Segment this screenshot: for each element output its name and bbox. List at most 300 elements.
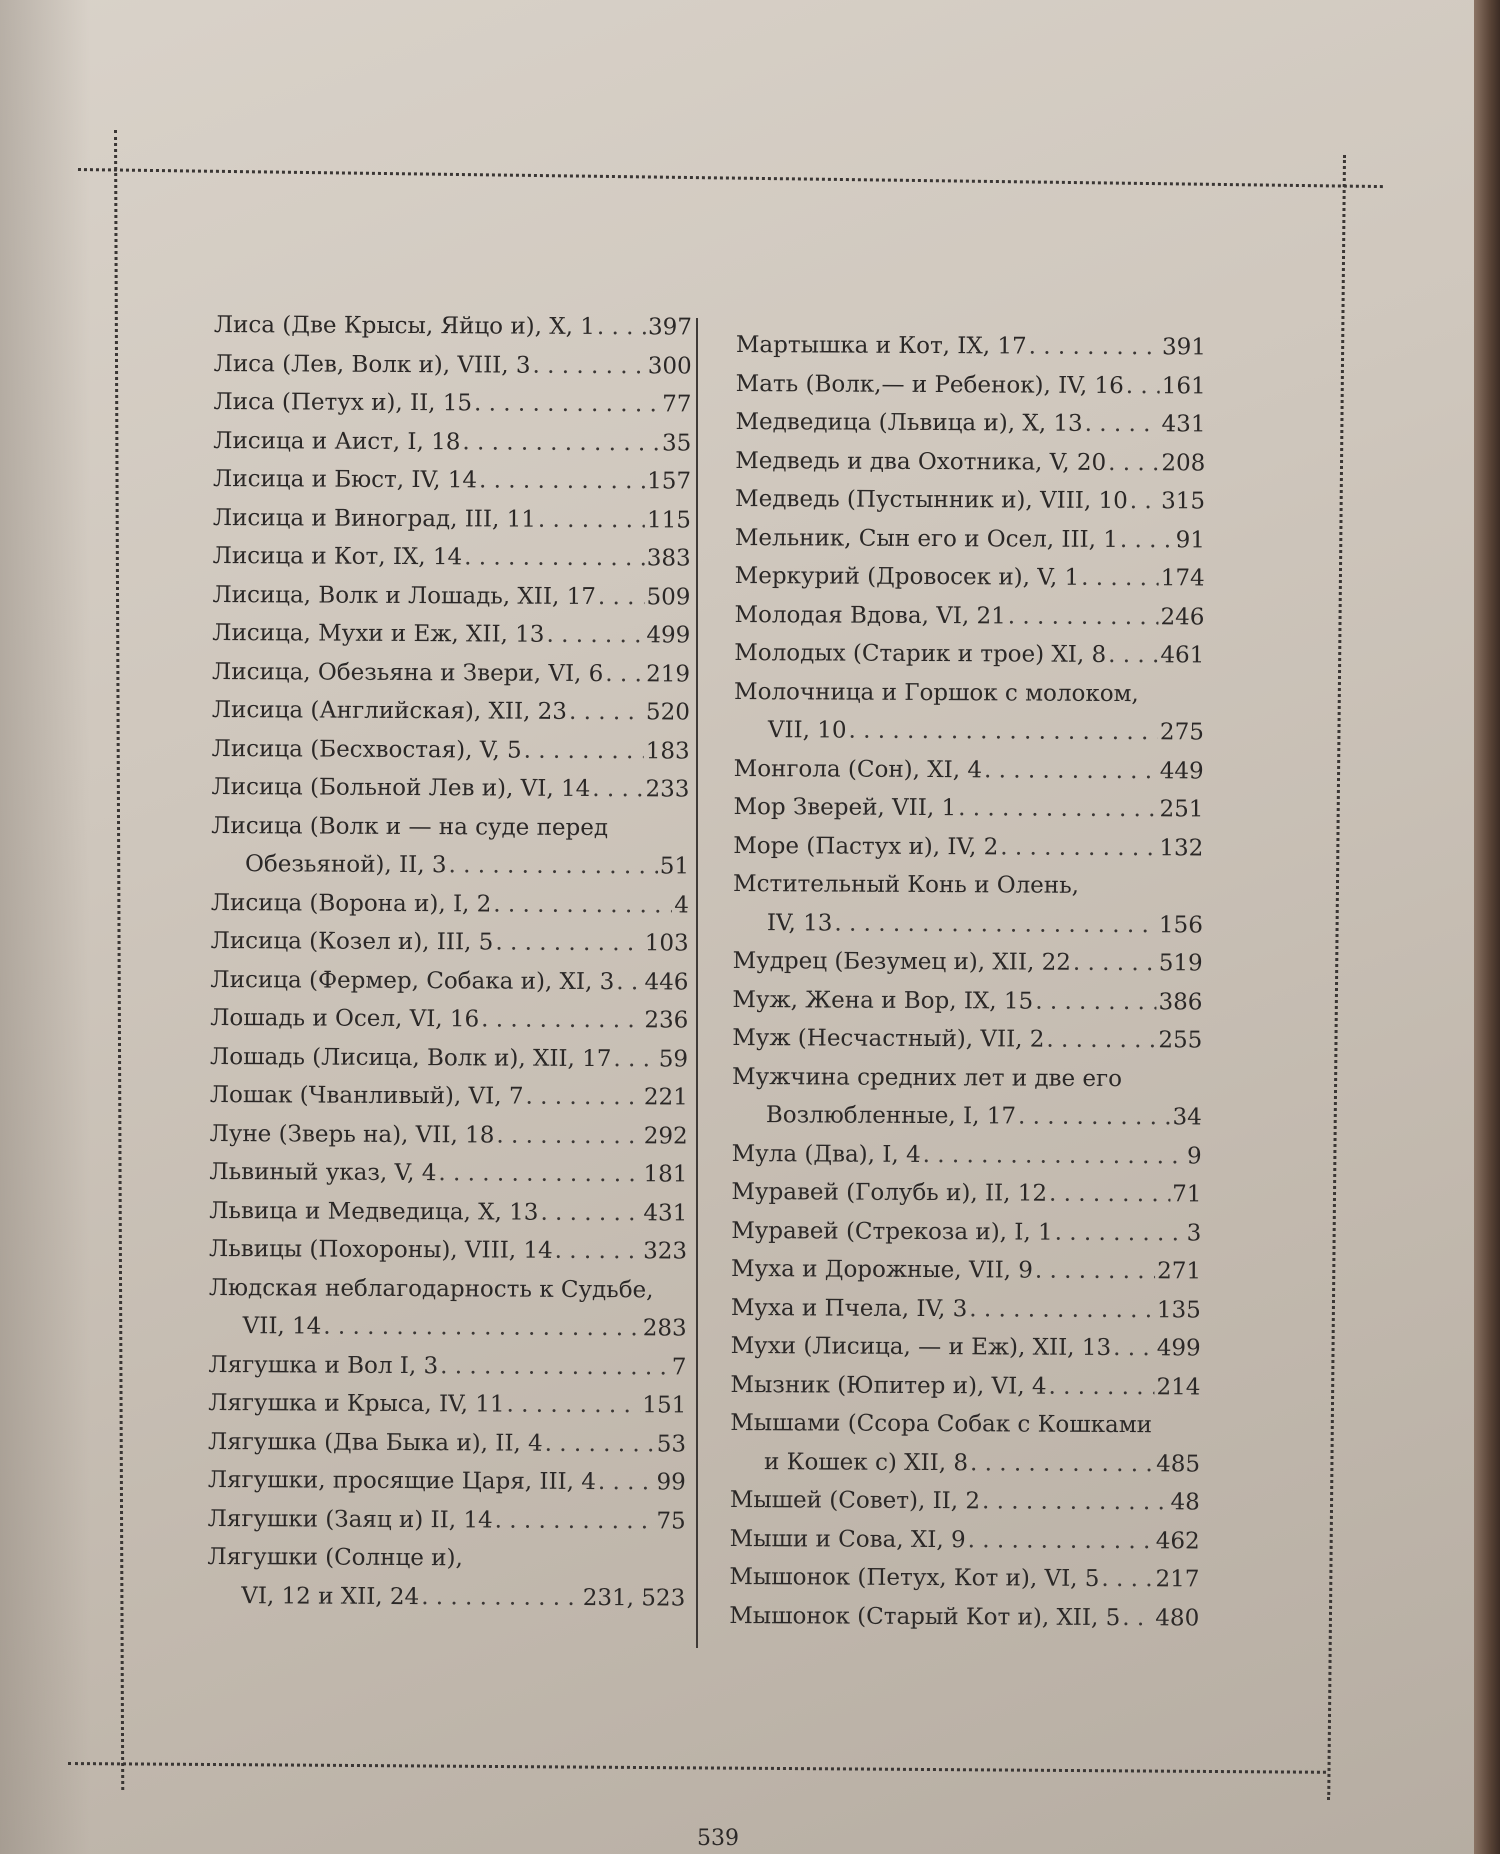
index-entry-line: [208, 1384, 686, 1425]
index-term: Лисица, Мухи и Еж, XII, 13: [212, 619, 545, 648]
index-entry: [731, 1250, 1201, 1291]
index-page-ref: 251: [1159, 796, 1204, 823]
index-term: Лисица (Ворона и), I, 2: [210, 889, 492, 917]
index-entry: [731, 1288, 1201, 1329]
index-entry: [214, 306, 692, 347]
dot-leader: [598, 578, 645, 617]
index-entry: [735, 557, 1205, 598]
dot-leader: [1048, 1367, 1154, 1406]
dot-leader: [982, 1482, 1169, 1521]
dot-leader: [462, 423, 660, 463]
index-page-ref: 246: [1160, 603, 1205, 630]
index-entry: [735, 403, 1205, 444]
index-page-ref: 461: [1160, 642, 1205, 669]
index-term: Медведь (Пустынник и), VIII, 10: [735, 485, 1128, 515]
index-entry-line: [735, 480, 1205, 521]
index-term: Мышонок (Старый Кот и), XII, 5: [729, 1602, 1121, 1631]
index-column-right: [729, 326, 1206, 1637]
index-page-ref: 7: [671, 1353, 687, 1380]
index-entry: [209, 1153, 687, 1194]
index-term: Муж (Несчастный), VII, 2: [732, 1024, 1045, 1053]
dot-leader: [464, 538, 645, 577]
dot-leader: [969, 1290, 1155, 1329]
index-page-ref: 221: [643, 1084, 688, 1111]
index-entry: [207, 1538, 685, 1618]
index-entry-line: [734, 634, 1204, 675]
index-page-ref: 156: [1158, 911, 1203, 938]
index-entry: [732, 1134, 1202, 1175]
dot-leader: [616, 963, 642, 1002]
index-term: Мышонок (Петух, Кот и), VI, 5: [729, 1563, 1100, 1592]
dot-leader: [1126, 367, 1160, 406]
index-entry-line: [213, 421, 691, 462]
index-page-ref: 135: [1156, 1296, 1201, 1323]
index-term: VII, 10: [767, 717, 847, 744]
index-term: Муравей (Стрекоза и), I, 1: [731, 1217, 1053, 1246]
index-entry-line: [208, 1422, 686, 1463]
index-entry: [734, 749, 1204, 790]
index-entry-line: [211, 922, 689, 963]
index-entry: [734, 672, 1204, 751]
index-page-ref: 480: [1155, 1604, 1200, 1631]
index-term: Меркурий (Дровосек и), V, 1: [734, 562, 1080, 591]
index-entry-line: [212, 575, 690, 616]
index-page-ref: 214: [1156, 1373, 1201, 1400]
index-entry-line: [211, 768, 689, 809]
index-entry-line: [209, 1230, 687, 1271]
frame-border-top: [78, 168, 1383, 193]
frame-border-right: [1327, 155, 1351, 1800]
dot-leader: [1081, 559, 1159, 598]
index-page-ref: 499: [646, 622, 691, 649]
index-entry: [208, 1384, 686, 1425]
index-entry-line: [734, 595, 1204, 636]
index-page-ref: 115: [646, 506, 691, 533]
dot-leader: [506, 1386, 640, 1425]
index-entry-line: [733, 826, 1203, 867]
index-page-ref: 157: [647, 468, 692, 495]
index-term: Муха и Дорожные, VII, 9: [730, 1255, 1034, 1284]
index-entry-line: [212, 652, 690, 693]
dot-leader: [1073, 944, 1157, 983]
index-page-ref: 48: [1170, 1489, 1200, 1516]
index-entry-line: [213, 383, 691, 424]
index-term: Львицы (Похороны), VIII, 14: [208, 1235, 553, 1264]
index-entry-line: [207, 1576, 685, 1617]
index-term: Молодых (Старик и трое) XI, 8: [734, 639, 1107, 668]
index-term: Мудрец (Безумец и), XII, 22: [732, 947, 1071, 976]
index-entry: [208, 1461, 686, 1502]
index-entry-line: [730, 1404, 1200, 1445]
index-term: Медведица (Львица и), X, 13: [735, 408, 1083, 437]
index-entry: [210, 1037, 688, 1078]
index-page-ref: 315: [1161, 488, 1206, 515]
index-entry: [729, 1558, 1199, 1599]
dot-leader: [1035, 982, 1157, 1021]
index-page-ref: 161: [1161, 372, 1206, 399]
index-term: Лисица и Виноград, III, 11: [212, 504, 536, 533]
index-page-ref: 35: [661, 429, 692, 457]
index-term: Молочница и Горшок с молоком,: [734, 678, 1139, 707]
dot-leader: [525, 1078, 642, 1117]
dot-leader: [1018, 1097, 1171, 1136]
dot-leader: [569, 693, 644, 732]
index-term: Мстительный Конь и Олень,: [733, 870, 1080, 899]
index-term: Лисица и Кот, IX, 14: [212, 542, 463, 571]
dot-leader: [440, 1347, 670, 1387]
dot-leader: [323, 1308, 641, 1348]
index-entry: [732, 980, 1202, 1021]
dot-leader: [968, 1521, 1154, 1560]
index-entry-line: [209, 1307, 687, 1348]
dot-leader: [970, 1444, 1154, 1483]
index-page-ref: 386: [1158, 988, 1203, 1015]
dot-leader: [532, 346, 645, 385]
dot-leader: [1008, 597, 1159, 636]
index-page-ref: 462: [1155, 1527, 1200, 1554]
column-divider: [696, 318, 698, 1648]
index-entry: [211, 806, 689, 886]
index-entry-line: [734, 672, 1204, 713]
dot-leader: [546, 616, 644, 655]
index-term: Мызник (Юпитер и), VI, 4: [730, 1371, 1047, 1400]
index-entry-line: [732, 1096, 1202, 1137]
index-page-ref: 397: [647, 314, 692, 341]
index-page-ref: 99: [656, 1469, 686, 1496]
index-entry: [212, 614, 690, 655]
index-entry: [733, 865, 1203, 944]
index-entry-line: [212, 614, 690, 655]
index-term: Лисица (Фермер, Собака и), XI, 3: [210, 966, 615, 995]
index-page-ref: 219: [646, 660, 691, 687]
index-page-ref: 3: [1186, 1219, 1202, 1246]
index-entry-line: [208, 1461, 686, 1502]
index-entry-line: [210, 1076, 688, 1117]
dot-leader: [1101, 1560, 1153, 1599]
index-entry: [733, 942, 1203, 983]
index-entry-line: [213, 498, 691, 539]
dot-leader: [1035, 1252, 1155, 1291]
dot-leader: [1000, 828, 1157, 867]
index-entry-line: [213, 537, 691, 578]
index-entry: [210, 1076, 688, 1117]
index-entry: [733, 826, 1203, 867]
index-entry: [730, 1481, 1200, 1522]
dot-leader: [592, 770, 643, 809]
index-entry-line: [733, 788, 1203, 829]
index-entry: [209, 1230, 687, 1271]
index-term: Лягушка и Вол I, 3: [208, 1351, 439, 1379]
index-entry-line: [731, 1250, 1201, 1291]
index-term: Лошадь (Лисица, Волк и), XII, 17: [210, 1043, 612, 1072]
index-page-ref: 519: [1158, 950, 1203, 977]
index-page-ref: 181: [643, 1161, 688, 1188]
index-term: Мышами (Ссора Собак с Кошками: [730, 1409, 1153, 1439]
index-entry: [212, 729, 690, 770]
index-entry-line: [734, 711, 1204, 752]
index-term: IV, 13: [766, 909, 833, 937]
index-page-ref: 283: [642, 1315, 687, 1342]
index-entry: [212, 691, 690, 732]
index-page-ref: 449: [1159, 757, 1204, 784]
index-page-ref: 275: [1159, 719, 1204, 746]
index-term: Лошадь и Осел, VI, 16: [210, 1004, 480, 1033]
dot-leader: [481, 1000, 642, 1039]
index-page-ref: 323: [643, 1238, 688, 1265]
index-page-ref: 4: [674, 891, 689, 918]
index-entry: [730, 1519, 1200, 1560]
index-entry: [734, 595, 1204, 636]
index-entry-line: [209, 1153, 687, 1194]
dot-leader: [1108, 443, 1159, 482]
index-entry-line: [209, 1268, 687, 1309]
index-term: Лягушки, просящие Царя, III, 4: [207, 1466, 596, 1496]
index-entry: [213, 537, 691, 578]
index-entry: [210, 960, 688, 1001]
index-entry: [214, 344, 692, 385]
dot-leader: [438, 1154, 641, 1194]
index-entry: [213, 383, 691, 424]
index-term: Лошак (Чванливый), VI, 7: [209, 1081, 524, 1110]
index-page-ref: 300: [647, 352, 692, 380]
dot-leader: [474, 384, 660, 423]
index-entry-line: [733, 865, 1203, 906]
index-page-ref: 271: [1157, 1258, 1202, 1285]
dot-leader: [1108, 636, 1158, 675]
index-entry: [210, 1114, 688, 1155]
dot-leader: [613, 1040, 657, 1079]
dot-leader: [1049, 1175, 1170, 1214]
index-page-ref: 34: [1172, 1104, 1202, 1131]
index-entry: [736, 364, 1206, 405]
index-term: Мельник, Сын его и Осел, III, 1: [734, 524, 1119, 553]
dot-leader: [1055, 1213, 1185, 1252]
index-page-ref: 208: [1161, 449, 1206, 476]
index-entry: [213, 460, 691, 501]
index-entry-line: [214, 344, 692, 385]
index-entry: [211, 768, 689, 809]
index-entry: [732, 1057, 1202, 1136]
dot-leader: [834, 904, 1157, 944]
index-entry: [733, 788, 1203, 829]
index-entry-line: [729, 1596, 1199, 1637]
page-shadow: [0, 0, 90, 1854]
index-term: VII, 14: [242, 1313, 322, 1340]
dot-leader: [958, 789, 1158, 829]
dot-leader: [479, 461, 645, 500]
index-entry-line: [733, 942, 1203, 983]
index-term: Лисица и Аист, I, 18: [213, 427, 461, 455]
index-entry-line: [731, 1173, 1201, 1214]
index-term: Лисица, Обезьяна и Звери, VI, 6: [212, 658, 604, 687]
index-page-ref: 53: [656, 1430, 687, 1457]
index-term: Лиса (Лев, Волк и), VIII, 3: [213, 350, 531, 379]
index-term: Лисица (Бесхвостая), V, 5: [211, 735, 522, 764]
index-entry: [213, 421, 691, 462]
index-term: Обезьяной), II, 3: [245, 851, 447, 879]
index-entry: [213, 498, 691, 539]
index-term: и Кошек с) XII, 8: [763, 1448, 969, 1476]
index-page-ref: 231, 523: [582, 1584, 686, 1611]
dot-leader: [538, 500, 645, 539]
dot-leader: [984, 751, 1158, 790]
index-page-ref: 236: [644, 1007, 689, 1034]
index-page-ref: 183: [645, 737, 690, 764]
dot-leader: [1029, 328, 1161, 367]
index-term: Медведь и два Охотника, V, 20: [735, 447, 1107, 476]
index-page-ref: 292: [643, 1122, 688, 1149]
index-entry-line: [210, 1114, 688, 1155]
index-entry-line: [211, 806, 689, 847]
index-page-ref: 75: [656, 1507, 686, 1534]
index-page-ref: 431: [643, 1199, 688, 1226]
index-entry-line: [730, 1442, 1200, 1483]
index-entry: [212, 575, 690, 616]
index-term: Муха и Пчела, IV, 3: [730, 1294, 968, 1322]
index-term: Львица и Медведица, X, 13: [209, 1197, 539, 1226]
index-entry-line: [213, 460, 691, 501]
index-page-ref: 71: [1172, 1181, 1202, 1208]
index-term: Лягушка (Два Быка и), II, 4: [207, 1428, 543, 1457]
index-term: Львиный указ, V, 4: [209, 1158, 437, 1187]
index-entry-line: [208, 1499, 686, 1540]
index-entry: [736, 326, 1206, 367]
index-page-ref: 520: [645, 699, 690, 726]
index-entry: [735, 441, 1205, 482]
index-entry: [734, 634, 1204, 675]
index-page-ref: 233: [645, 776, 690, 803]
index-page-ref: 59: [658, 1045, 689, 1072]
index-entry: [735, 518, 1205, 559]
index-page-ref: 509: [646, 583, 691, 610]
index-page-ref: 103: [644, 930, 689, 957]
index-term: Молодая Вдова, VI, 21: [734, 601, 1006, 629]
index-entry-line: [736, 326, 1206, 367]
index-term: Мыши и Сова, XI, 9: [729, 1525, 966, 1553]
index-term: Лисица (Козел и), III, 5: [210, 927, 494, 956]
dot-leader: [923, 1135, 1186, 1175]
index-page-ref: 446: [644, 968, 689, 995]
index-entry-line: [731, 1288, 1201, 1329]
index-page-ref: 51: [659, 853, 690, 880]
dot-leader: [421, 1578, 581, 1617]
index-entry-line: [735, 441, 1205, 482]
dot-leader: [1130, 482, 1160, 521]
index-term: Возлюбленные, I, 17: [765, 1102, 1017, 1130]
index-term: Лисица (Больной Лев и), VI, 14: [211, 773, 591, 802]
index-entry-line: [210, 1037, 688, 1078]
index-term: Мула (Два), I, 4: [731, 1140, 921, 1168]
index-page-ref: 9: [1186, 1142, 1202, 1169]
index-entry-line: [735, 403, 1205, 444]
index-entry: [208, 1499, 686, 1540]
index-entry-line: [732, 1134, 1202, 1175]
dot-leader: [1085, 405, 1160, 444]
index-entry-line: [209, 1191, 687, 1232]
dot-leader: [540, 1193, 641, 1232]
index-entry-line: [211, 845, 689, 886]
dot-leader: [1120, 521, 1174, 560]
index-entry-line: [732, 1057, 1202, 1098]
index-entry: [731, 1211, 1201, 1252]
index-term: Лисица, Волк и Лошадь, XII, 17: [212, 581, 596, 610]
index-entry-line: [730, 1519, 1200, 1560]
index-page-ref: 174: [1160, 565, 1205, 592]
index-page-ref: 217: [1155, 1566, 1200, 1593]
index-entry-line: [729, 1558, 1199, 1599]
dot-leader: [848, 712, 1158, 752]
index-entry: [209, 1268, 687, 1348]
index-entry: [208, 1422, 686, 1463]
dot-leader: [545, 1424, 655, 1463]
index-entry-line: [212, 691, 690, 732]
index-entry: [211, 922, 689, 963]
index-entry: [208, 1345, 686, 1386]
index-term: Лиса (Две Крысы, Яйцо и), X, 1: [213, 311, 595, 340]
index-term: Лиса (Петух и), II, 15: [213, 388, 473, 417]
frame-border-bottom: [68, 1762, 1326, 1779]
index-entry: [729, 1596, 1199, 1637]
index-page-ref: 499: [1156, 1335, 1201, 1362]
dot-leader: [1113, 1329, 1155, 1368]
index-term: Мужчина средних лет и две его: [732, 1063, 1123, 1092]
index-entry-line: [736, 364, 1206, 405]
index-term: Лисица и Бюст, IV, 14: [213, 465, 478, 494]
index-entry: [730, 1404, 1200, 1483]
index-term: Мухи (Лисица, — и Еж), XII, 13: [730, 1332, 1112, 1361]
index-term: Людская неблагодарность к Судьбе,: [208, 1274, 654, 1303]
index-term: Мышей (Совет), II, 2: [729, 1486, 981, 1515]
dot-leader: [1122, 1599, 1153, 1638]
index-entry: [735, 480, 1205, 521]
frame-border-left: [114, 130, 129, 1790]
index-entry-line: [731, 1327, 1201, 1368]
index-entry-line: [210, 960, 688, 1001]
index-page-ref: 255: [1158, 1027, 1203, 1054]
index-page-ref: 431: [1161, 411, 1206, 438]
book-spine-edge: [1474, 0, 1500, 1854]
index-entry-line: [735, 557, 1205, 598]
index-entry-line: [733, 903, 1203, 944]
index-entry-line: [734, 749, 1204, 790]
dot-leader: [597, 308, 646, 347]
index-term: Монгола (Сон), XI, 4: [733, 755, 983, 783]
dot-leader: [448, 846, 657, 886]
index-term: VI, 12 и XII, 24: [241, 1582, 420, 1610]
index-entry-line: [732, 1019, 1202, 1060]
index-entry-line: [735, 518, 1205, 559]
index-entry-line: [207, 1538, 685, 1579]
index-entry-line: [214, 306, 692, 347]
index-page-ref: 132: [1159, 834, 1204, 861]
index-term: Лягушка и Крыса, IV, 11: [208, 1389, 505, 1418]
index-entry-line: [731, 1211, 1201, 1252]
index-entry: [732, 1019, 1202, 1060]
index-entry-line: [210, 999, 688, 1040]
index-term: Лисица (Английская), XII, 23: [211, 696, 568, 725]
page-number: 539: [697, 1826, 739, 1851]
index-entry: [731, 1327, 1201, 1368]
index-term: Лисица (Волк и — на суде перед: [211, 812, 609, 841]
dot-leader: [496, 1116, 642, 1155]
index-page-ref: 151: [642, 1392, 687, 1419]
index-page-ref: 77: [662, 391, 692, 418]
dot-leader: [493, 885, 672, 924]
index-entry: [210, 999, 688, 1040]
index-entry-line: [730, 1481, 1200, 1522]
index-entry-line: [212, 729, 690, 770]
index-entry-line: [732, 980, 1202, 1021]
